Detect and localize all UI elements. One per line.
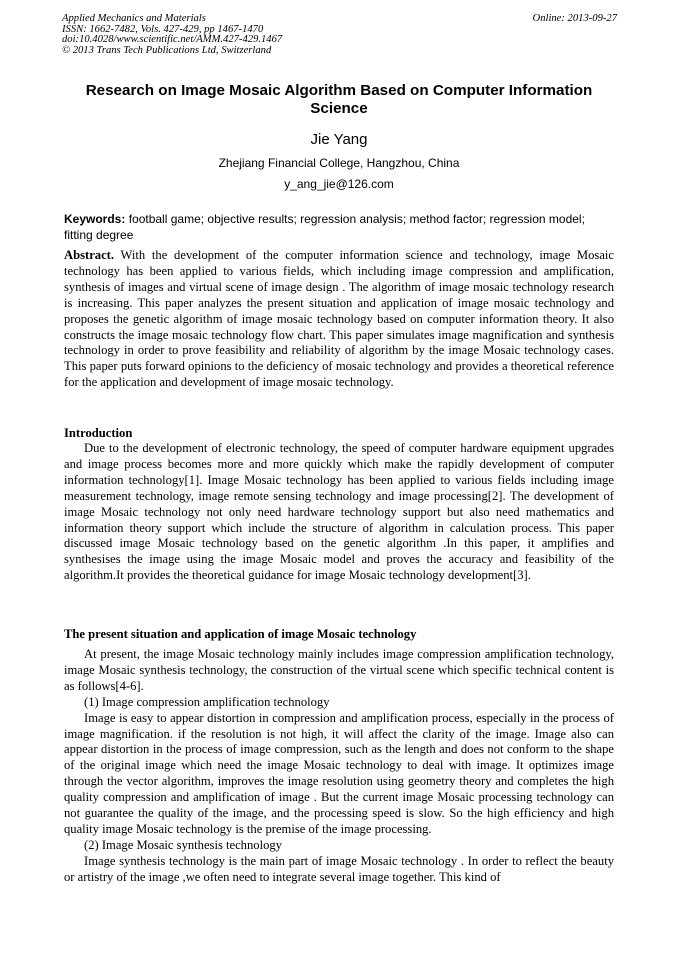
running-header (62, 14, 617, 56)
copyright-line: © 2013 Trans Tech Publications Ltd, Switzerland (62, 44, 272, 56)
abstract (64, 248, 614, 391)
affiliation: Zhejiang Financial College, Hangzhou, China (218, 156, 460, 170)
present-situation-section (64, 647, 614, 886)
keywords-label: Keywords: (64, 212, 126, 226)
issn-line: ISSN: 1662-7482, Vols. 427-429, pp 1467-1470 (62, 23, 264, 35)
subheading-compression: (1) Image compression amplification technology (84, 694, 330, 709)
introduction-paragraph: Due to the development of electronic technology, the speed of computer hardware equipment upgrades and image process becomes more and more quickly which make the rapidly development of computer information technology[1]. Image Mosaic technology has been applied to various fields including image measurement technology, image remote sensing technology and image processing[2]. The development of image Mosaic technology not only need hardware technology support but also need mathematics and information theory support which include the structure of algorithm in calculation process. This paper discussed image Mosaic technology based on the genetic algorithm .In this paper, it amplifies and synthesises the image using the image Mosaic model and proves the accuracy and feasibility of the algorithm.It provides the theoretical guidance for image Mosaic technology development[3]. (64, 441, 614, 583)
present-paragraph-3: Image synthesis technology is the main part of image Mosaic technology . In order to reflect the beauty or artistry of the image ,we often need to integrate several image together. This kind of (64, 853, 614, 884)
doi-line: doi:10.4028/www.scientific.net/AMM.427-429.1467 (62, 34, 283, 45)
abstract-text: With the development of the computer information science and technology, image Mosaic technology has been applied to various fields, which including image compression and amplification, synthesis of images and virtual scene of image design . The algorithm of image mosaic technology research is increasing. This paper analyzes the present situation and application of image mosaic technology and proposes the genetic algorithm of image mosaic technology based on computer information theory. It also constructs the image mosaic technology flow chart. This paper simulates image magnification and synthesis technology in order to prove feasibility and reliability of algorithm by the image Mosaic technology cases. This paper puts forward opinions to the deficiency of mosaic technology and provides a theoretical reference for the application and development of image mosaic technology. (64, 248, 614, 390)
keywords-text: football game; objective results; regression analysis; method factor; regression model; fitting degree (64, 212, 585, 242)
introduction-heading: Introduction (64, 426, 133, 440)
subheading-synthesis: (2) Image Mosaic synthesis technology (84, 837, 282, 852)
paper-title: Research on Image Mosaic Algorithm Based on Computer Information Science (85, 82, 593, 117)
abstract-label: Abstract. (64, 248, 115, 262)
journal-name: Applied Mechanics and Materials (62, 13, 206, 24)
present-situation-heading: The present situation and application of image Mosaic technology (64, 627, 417, 641)
introduction-section (64, 441, 614, 584)
author-name: Jie Yang (310, 131, 368, 148)
keywords (64, 211, 616, 243)
online-date: Online: 2013-09-27 (532, 13, 617, 24)
author-email: y_ang_jie@126.com (284, 177, 394, 191)
present-paragraph-2: Image is easy to appear distortion in compression and amplification process, especially in the process of image magnification. if the resolution is not high, it will affect the clarity of the image. Image also can appear distortion in the process of image compression, such as the length and does not conform to the shape of the original image which need the image Mosaic technology to deal with image. It optimizes image through the vector algorithm, improves the image resolution using geometry theory and completes the high quality compression and amplification of image . But the current image Mosaic processing technology can not guarantee the quality of the image, and the processing speed is slow. So the high efficiency and high quality image Mosaic technology is the premise of the image processing. (64, 710, 614, 836)
present-paragraph-1: At present, the image Mosaic technology mainly includes image compression amplification technology, image Mosaic synthesis technology, the construction of the virtual scene which specific technical content is as follows[4-6]. (64, 647, 614, 693)
